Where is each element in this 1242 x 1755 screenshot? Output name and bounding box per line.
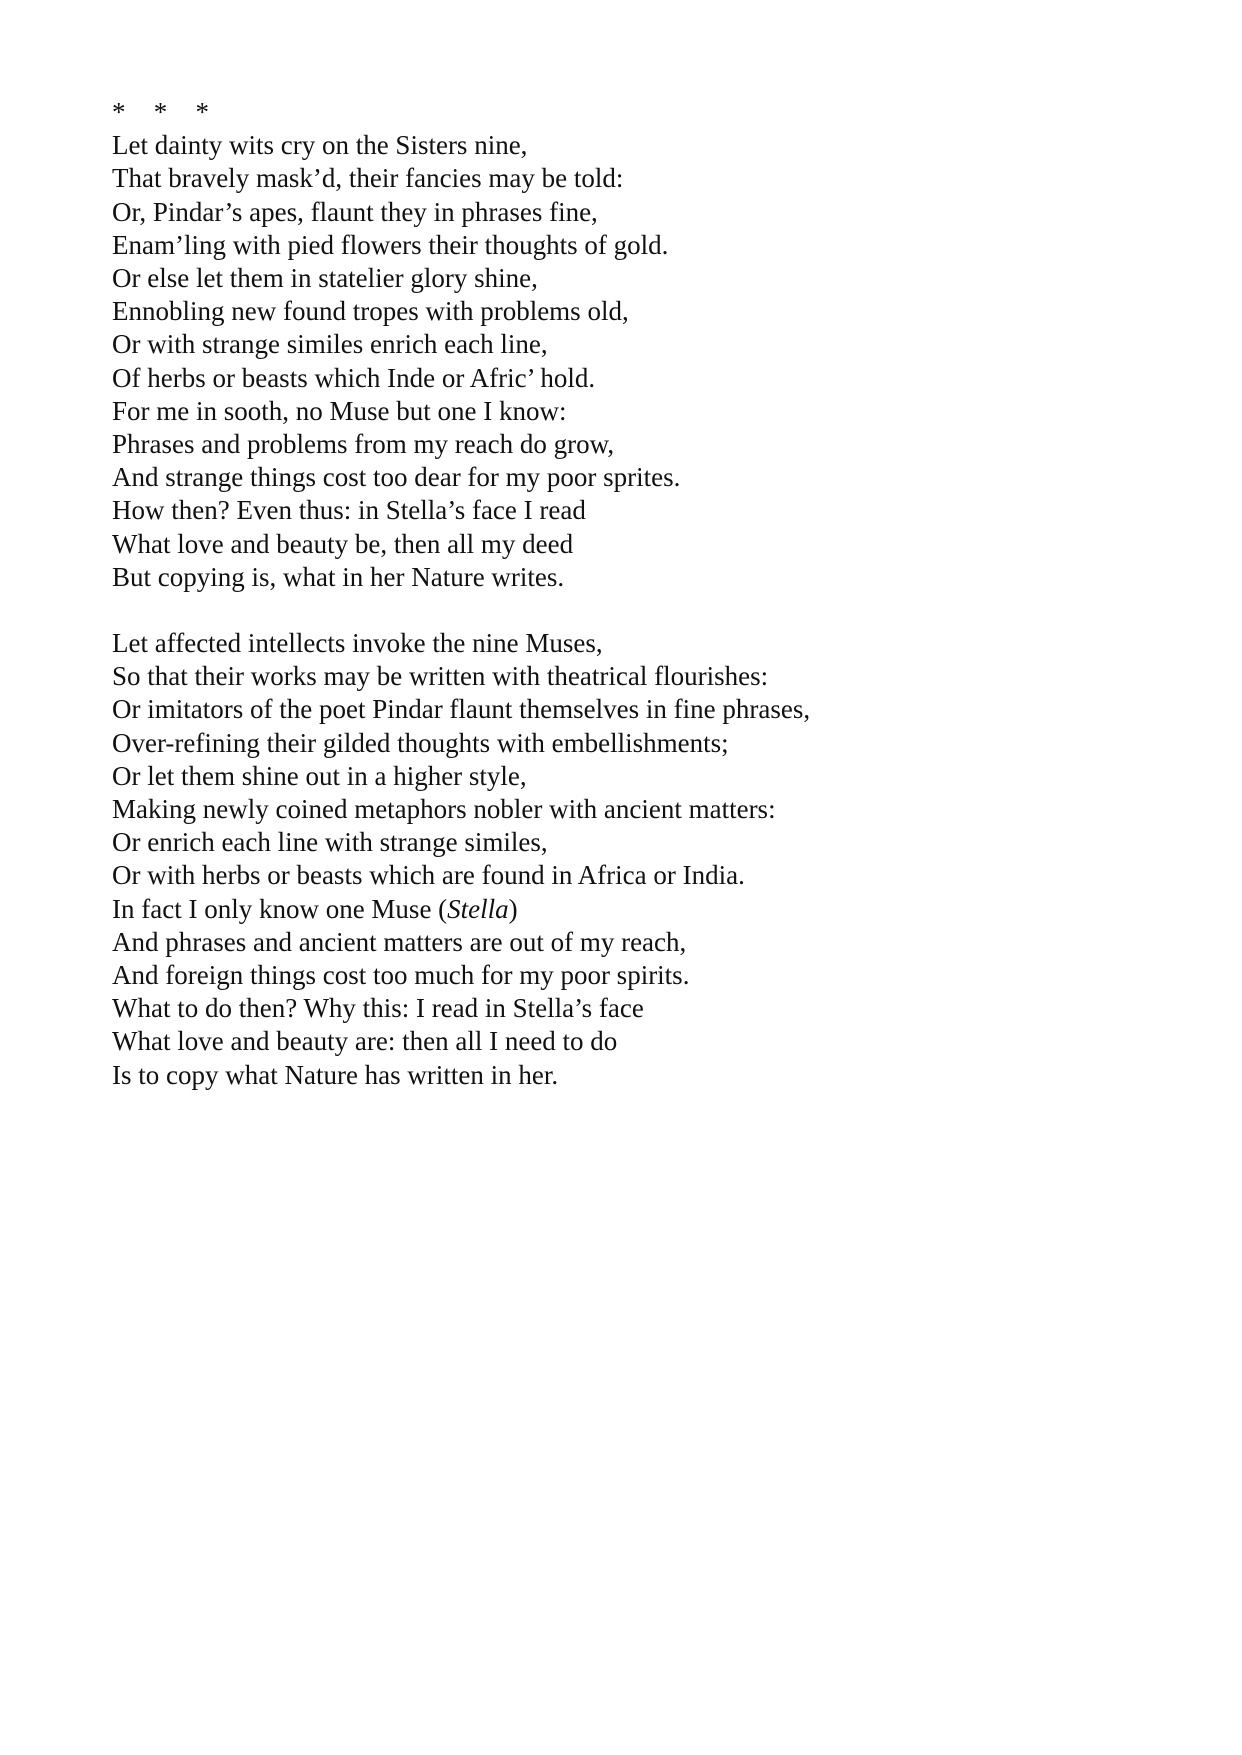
poem-line: How then? Even thus: in Stella’s face I read xyxy=(112,495,586,526)
document-page xyxy=(112,96,1152,1092)
poem-line: And strange things cost too dear for my poor sprites. xyxy=(112,462,681,493)
poem-line: Ennobling new found tropes with problems old, xyxy=(112,296,629,327)
paraphrase-line: And foreign things cost too much for my poor spirits. xyxy=(112,960,690,991)
poem-line: Phrases and problems from my reach do grow, xyxy=(112,429,615,460)
paraphrase-line: What to do then? Why this: I read in Stella’s face xyxy=(112,993,644,1024)
muse-line-suffix: ) xyxy=(508,893,518,924)
paraphrase-line: Making newly coined metaphors nobler with ancient matters: xyxy=(112,794,776,825)
section-separator: * * * xyxy=(112,97,211,127)
paraphrase-line: So that their works may be written with theatrical flourishes: xyxy=(112,661,769,692)
paraphrase-line: What love and beauty are: then all I need to do xyxy=(112,1026,618,1057)
paraphrase-line: Or imitators of the poet Pindar flaunt themselves in fine phrases, xyxy=(112,694,811,725)
paraphrase-line: Let affected intellects invoke the nine Muses, xyxy=(112,628,603,659)
paraphrase-line-muse xyxy=(112,893,1152,926)
paraphrase-line: Over-refining their gilded thoughts with embellishments; xyxy=(112,727,729,758)
paraphrase-line: Or enrich each line with strange similes, xyxy=(112,827,548,858)
poem-line: Or else let them in statelier glory shine, xyxy=(112,263,538,294)
modern-paraphrase xyxy=(112,627,1152,1092)
original-sonnet xyxy=(112,129,1152,594)
poem-line: Of herbs or beasts which Inde or Afric’ hold. xyxy=(112,362,596,393)
muse-line-prefix: In fact I only know one Muse ( xyxy=(112,893,448,924)
poem-line: For me in sooth, no Muse but one I know: xyxy=(112,395,567,426)
muse-name-italic: Stella xyxy=(447,893,509,924)
poem-line: Or, Pindar’s apes, flaunt they in phrases fine, xyxy=(112,196,598,227)
paraphrase-line: Is to copy what Nature has written in her. xyxy=(112,1059,559,1090)
paraphrase-line: And phrases and ancient matters are out of my reach, xyxy=(112,926,687,957)
paraphrase-line: Or with herbs or beasts which are found in Africa or India. xyxy=(112,860,745,891)
poem-line: Let dainty wits cry on the Sisters nine, xyxy=(112,130,528,161)
poem-line: Enam’ling with pied flowers their thoughts of gold. xyxy=(112,229,669,260)
poem-line: What love and beauty be, then all my deed xyxy=(112,528,574,559)
poem-line: Or with strange similes enrich each line, xyxy=(112,329,548,360)
paraphrase-line: Or let them shine out in a higher style, xyxy=(112,760,527,791)
poem-line: That bravely mask’d, their fancies may be told: xyxy=(112,163,624,194)
poem-line: But copying is, what in her Nature writes. xyxy=(112,561,565,592)
